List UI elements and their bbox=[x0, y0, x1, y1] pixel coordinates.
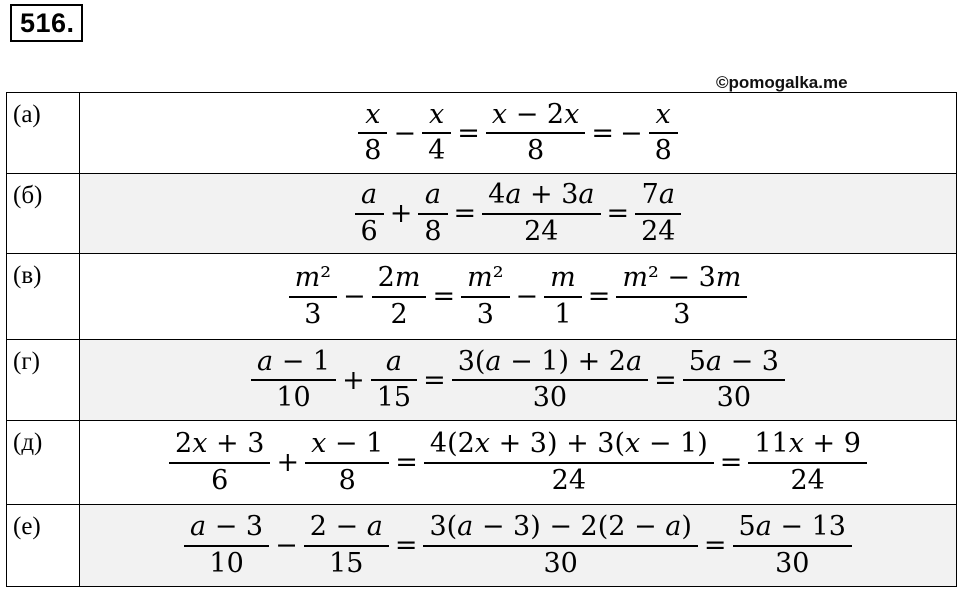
denominator: 15 bbox=[376, 382, 412, 413]
operator: + bbox=[389, 198, 413, 229]
denominator: 6 bbox=[360, 215, 378, 247]
fraction bbox=[683, 345, 785, 413]
fraction bbox=[423, 513, 697, 578]
fraction bbox=[733, 513, 852, 578]
denominator: 3 bbox=[673, 298, 691, 330]
denominator: 8 bbox=[654, 135, 672, 166]
denominator: 30 bbox=[716, 382, 752, 413]
numerator: m² bbox=[294, 262, 332, 294]
operator: − bbox=[515, 281, 539, 312]
fraction bbox=[358, 98, 387, 166]
fraction bbox=[649, 98, 678, 166]
row-label: (в) bbox=[7, 254, 80, 340]
fraction bbox=[422, 98, 451, 166]
math-expression bbox=[355, 98, 681, 166]
operator: + bbox=[276, 447, 300, 478]
row-expression bbox=[80, 421, 957, 505]
problem-number: 516. bbox=[10, 4, 83, 42]
row-label: (б) bbox=[7, 174, 80, 254]
numerator: 3(a − 3) − 2(2 − a) bbox=[429, 511, 692, 543]
numerator: 3(a − 1) + 2a bbox=[457, 345, 643, 377]
fraction bbox=[424, 430, 714, 495]
solution-table-body bbox=[7, 93, 957, 587]
math-expression bbox=[248, 345, 788, 413]
numerator: x − 2x bbox=[491, 98, 580, 130]
denominator: 3 bbox=[304, 298, 322, 330]
operator: = bbox=[654, 364, 677, 396]
row-expression bbox=[80, 505, 957, 587]
fraction bbox=[305, 430, 389, 495]
numerator: 5a − 3 bbox=[688, 345, 779, 377]
operator: = bbox=[606, 198, 630, 229]
math-expression bbox=[181, 513, 855, 578]
numerator: m² bbox=[467, 262, 504, 294]
fraction bbox=[372, 264, 427, 329]
fraction bbox=[184, 513, 269, 578]
row-expression bbox=[80, 174, 957, 254]
fraction bbox=[418, 181, 447, 246]
operator: − bbox=[619, 117, 643, 149]
denominator: 8 bbox=[364, 135, 382, 166]
row-expression bbox=[80, 340, 957, 421]
numerator: 4a + 3a bbox=[488, 179, 595, 211]
fraction bbox=[251, 345, 336, 413]
table-row bbox=[7, 93, 957, 174]
operator: − bbox=[343, 281, 366, 312]
operator: = bbox=[423, 364, 446, 396]
denominator: 8 bbox=[338, 464, 356, 496]
numerator: 2 − a bbox=[309, 511, 383, 543]
watermark: ©pomogalka.me bbox=[716, 73, 848, 92]
numerator: m² − 3m bbox=[622, 262, 742, 294]
row-label: (а) bbox=[7, 93, 80, 174]
row-label: (д) bbox=[7, 421, 80, 505]
denominator: 24 bbox=[790, 464, 825, 496]
numerator: a − 3 bbox=[190, 511, 264, 543]
denominator: 8 bbox=[424, 215, 442, 247]
operator: = bbox=[395, 447, 418, 478]
fraction bbox=[452, 345, 648, 413]
numerator: 5a − 13 bbox=[738, 511, 846, 543]
operator: = bbox=[457, 117, 480, 149]
fraction bbox=[635, 181, 681, 246]
fraction bbox=[616, 264, 747, 329]
denominator: 24 bbox=[551, 464, 586, 496]
denominator: 10 bbox=[276, 382, 311, 413]
denominator: 3 bbox=[476, 298, 494, 330]
denominator: 10 bbox=[209, 547, 244, 579]
table-row bbox=[7, 254, 957, 340]
fraction bbox=[486, 98, 585, 166]
fraction bbox=[482, 181, 600, 246]
denominator: 6 bbox=[211, 464, 229, 496]
denominator: 24 bbox=[641, 215, 676, 247]
row-expression bbox=[80, 254, 957, 340]
numerator: m bbox=[550, 262, 576, 294]
numerator: 11x + 9 bbox=[754, 428, 861, 460]
solution-table bbox=[6, 92, 957, 587]
operator: = bbox=[432, 281, 456, 312]
denominator: 30 bbox=[775, 547, 810, 579]
numerator: a − 1 bbox=[257, 345, 331, 377]
numerator: 4(2x + 3) + 3(x − 1) bbox=[429, 428, 708, 460]
denominator: 30 bbox=[532, 382, 568, 413]
operator: = bbox=[453, 198, 477, 229]
operator: = bbox=[719, 447, 743, 478]
math-expression bbox=[286, 264, 751, 329]
fraction bbox=[289, 264, 337, 329]
math-expression bbox=[166, 430, 870, 495]
math-expression bbox=[352, 181, 685, 246]
denominator: 15 bbox=[329, 547, 364, 579]
denominator: 1 bbox=[554, 298, 572, 330]
table-row bbox=[7, 340, 957, 421]
fraction bbox=[169, 430, 270, 495]
operator: = bbox=[591, 117, 614, 149]
numerator: 7a bbox=[641, 179, 675, 211]
fraction bbox=[461, 264, 509, 329]
operator: + bbox=[342, 364, 365, 396]
fraction bbox=[371, 345, 417, 413]
operator: − bbox=[393, 117, 417, 149]
denominator: 24 bbox=[524, 215, 559, 247]
numerator: x bbox=[655, 98, 671, 130]
fraction bbox=[544, 264, 582, 329]
numerator: 2x + 3 bbox=[175, 428, 265, 460]
numerator: a bbox=[424, 179, 441, 211]
numerator: x bbox=[365, 98, 381, 130]
numerator: x bbox=[429, 98, 445, 130]
denominator: 8 bbox=[527, 135, 545, 166]
numerator: a bbox=[385, 345, 402, 377]
denominator: 30 bbox=[543, 547, 578, 579]
table-row bbox=[7, 421, 957, 505]
denominator: 4 bbox=[428, 135, 446, 166]
row-expression bbox=[80, 93, 957, 174]
fraction bbox=[748, 430, 867, 495]
operator: − bbox=[275, 530, 298, 561]
operator: = bbox=[587, 281, 611, 312]
fraction bbox=[355, 181, 384, 246]
operator: = bbox=[703, 530, 727, 561]
numerator: x − 1 bbox=[311, 428, 384, 460]
numerator: 2m bbox=[377, 262, 421, 294]
table-row bbox=[7, 174, 957, 254]
numerator: a bbox=[361, 179, 378, 211]
fraction bbox=[304, 513, 389, 578]
table-row bbox=[7, 505, 957, 587]
operator: = bbox=[394, 530, 418, 561]
row-label: (г) bbox=[7, 340, 80, 421]
row-label: (е) bbox=[7, 505, 80, 587]
denominator: 2 bbox=[390, 298, 408, 330]
